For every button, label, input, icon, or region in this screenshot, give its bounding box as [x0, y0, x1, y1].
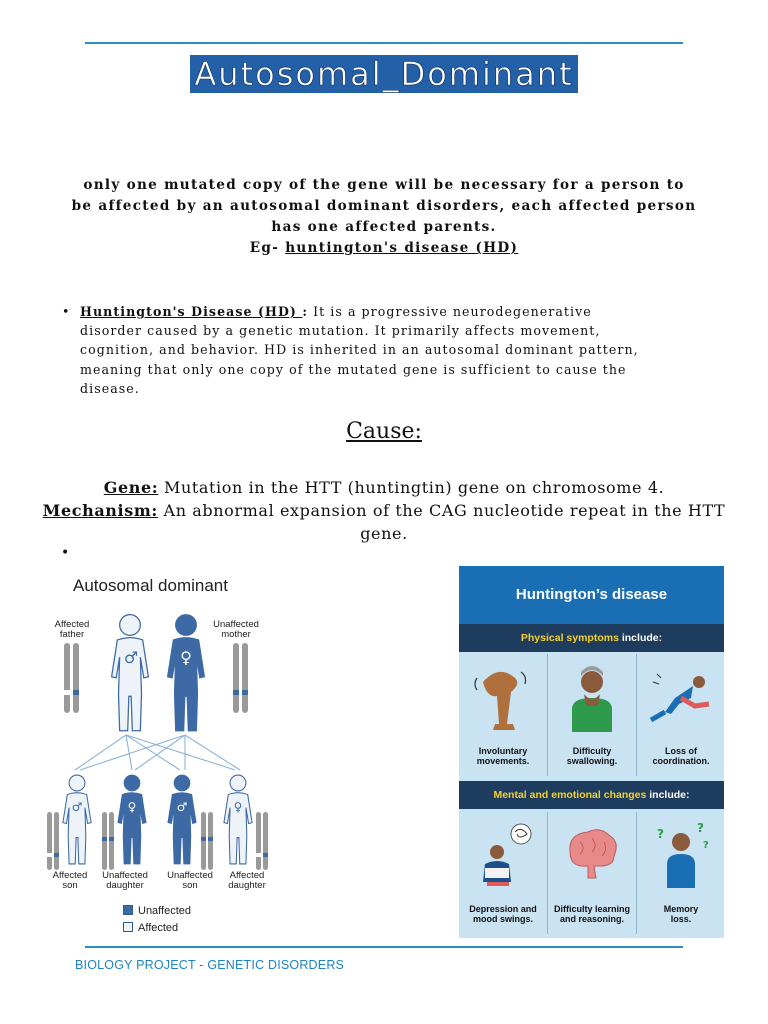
child-label-3: Unaffected son	[167, 870, 213, 891]
mother-label: Unaffected mother	[213, 619, 259, 640]
mental-changes-band	[459, 781, 724, 809]
example-prefix: Eg-	[249, 240, 286, 256]
caption-line-2: coordination.	[652, 756, 710, 766]
hd-bullet-line-3: cognition, and behavior. HD is inherited in an autosomal dominant pattern,	[80, 342, 639, 358]
caption-line-2: movements.	[476, 756, 530, 766]
hd-definition-start: It is a progressive neurodegenerative	[308, 304, 592, 319]
footer-text: BIOLOGY PROJECT - GENETIC DISORDERS	[75, 958, 345, 972]
mother-chromosomes	[233, 643, 248, 713]
inheritance-arrows	[75, 735, 240, 770]
affected-daughter-icon	[224, 775, 252, 864]
caption-line-1: Loss of	[664, 746, 697, 756]
bullet-dot: •	[62, 304, 71, 319]
legend-unaffected-swatch	[123, 905, 133, 915]
svg-text:♀: ♀	[127, 800, 137, 814]
svg-text:?: ?	[657, 827, 664, 841]
mental-rest: include:	[646, 789, 690, 801]
svg-text:♂: ♂	[176, 800, 188, 814]
huntingtons-infographic	[459, 566, 724, 938]
falling-person-icon	[637, 654, 724, 739]
leg-icon	[459, 654, 547, 739]
intro-line-3: has one affected parents.	[271, 219, 497, 235]
physical-symptoms-band	[459, 624, 724, 652]
caption-line-2: and reasoning.	[559, 914, 624, 924]
gene-text: Mutation in the HTT (huntingtin) gene on chromosome 4.	[158, 478, 665, 497]
caption-line-2: swallowing.	[566, 756, 618, 766]
symptom-loss-of-coordination	[637, 654, 724, 779]
svg-text:♂: ♂	[123, 648, 139, 667]
intro-example	[30, 238, 738, 259]
symptom-memory-loss	[637, 812, 724, 937]
caption-line-1: Involuntary	[478, 746, 528, 756]
symptom-difficulty-learning	[548, 812, 636, 937]
infographic-title: Huntington’s disease	[459, 566, 724, 624]
legend-affected-label: Affected	[138, 922, 179, 934]
caption-line-1: Memory	[663, 904, 699, 914]
physical-highlight: Physical symptoms	[520, 632, 619, 644]
child-label-1: Affected son	[52, 870, 88, 891]
legend-unaffected-label: Unaffected	[138, 905, 192, 917]
gene-label: Gene:	[103, 478, 159, 497]
svg-text:?: ?	[697, 821, 704, 835]
intro-line-1: only one mutated copy of the gene will be necessary for a person to	[83, 177, 685, 193]
bottom-rule	[85, 946, 683, 948]
legend-unaffected	[123, 905, 191, 917]
svg-text:♀: ♀	[233, 800, 243, 814]
physical-rest: include:	[618, 632, 663, 644]
cause-heading: Cause:	[346, 419, 422, 444]
mechanism-text: An abnormal expansion of the CAG nucleotide repeat in the HTT gene.	[157, 501, 726, 543]
gene-line	[40, 476, 728, 499]
caption-line-1: Depression and	[469, 904, 537, 914]
hd-bullet-line-4: meaning that only one copy of the mutated gene is sufficient to cause the	[80, 361, 627, 377]
child-label-4: Affected daughter	[228, 870, 266, 891]
top-rule	[85, 42, 683, 44]
autosomal-dominant-figure	[40, 575, 290, 945]
unaffected-mother-icon	[168, 615, 205, 731]
symptom-involuntary-movements	[459, 654, 547, 779]
child-label-2: Unaffected daughter	[102, 870, 148, 891]
mechanism-label: Mechanism:	[42, 501, 158, 520]
swallowing-icon	[548, 654, 636, 739]
hd-bullet-line-5: disease.	[80, 380, 140, 396]
brain-icon	[548, 812, 636, 897]
father-chromosomes	[64, 643, 79, 713]
depressed-person-icon	[459, 812, 547, 897]
caption-line-2: loss.	[670, 914, 692, 924]
hd-colon: :	[302, 304, 309, 319]
svg-text:?: ?	[703, 840, 709, 851]
title-area	[0, 55, 768, 93]
hd-term: Huntington's Disease (HD)	[80, 304, 303, 319]
intro-line-2: be affected by an autosomal dominant disorders, each affected person	[71, 198, 697, 214]
hd-bullet	[62, 302, 720, 398]
mechanism-line	[40, 499, 728, 545]
symptom-difficulty-swallowing	[548, 654, 636, 779]
mental-highlight: Mental and emotional changes	[493, 789, 647, 801]
caption-line-2: mood swings.	[472, 914, 533, 924]
affected-father-icon	[112, 615, 149, 731]
cause-details	[40, 476, 728, 545]
father-label: Affected father	[54, 619, 90, 640]
unaffected-son-icon	[168, 775, 196, 864]
unaffected-daughter-icon	[118, 775, 146, 864]
hd-bullet-line-2: disorder caused by a genetic mutation. It primarily affects movement,	[80, 323, 601, 339]
hd-bullet-line-1	[80, 302, 720, 321]
caption-line-1: Difficulty	[572, 746, 612, 756]
legend-affected	[123, 922, 178, 934]
figure-title: Autosomal dominant	[73, 576, 228, 595]
svg-text:♀: ♀	[180, 648, 192, 667]
example-link: huntington's disease (HD)	[285, 240, 519, 256]
intro-paragraph	[30, 175, 738, 259]
svg-text:♂: ♂	[71, 800, 83, 814]
caption-line-1: Difficulty learning	[553, 904, 630, 914]
symptom-depression	[459, 812, 547, 937]
page-title: Autosomal_Dominant	[190, 55, 577, 93]
affected-son-icon	[63, 775, 91, 864]
legend-affected-swatch	[123, 922, 133, 932]
empty-bullet: •	[61, 545, 70, 561]
confused-person-icon	[637, 812, 724, 897]
